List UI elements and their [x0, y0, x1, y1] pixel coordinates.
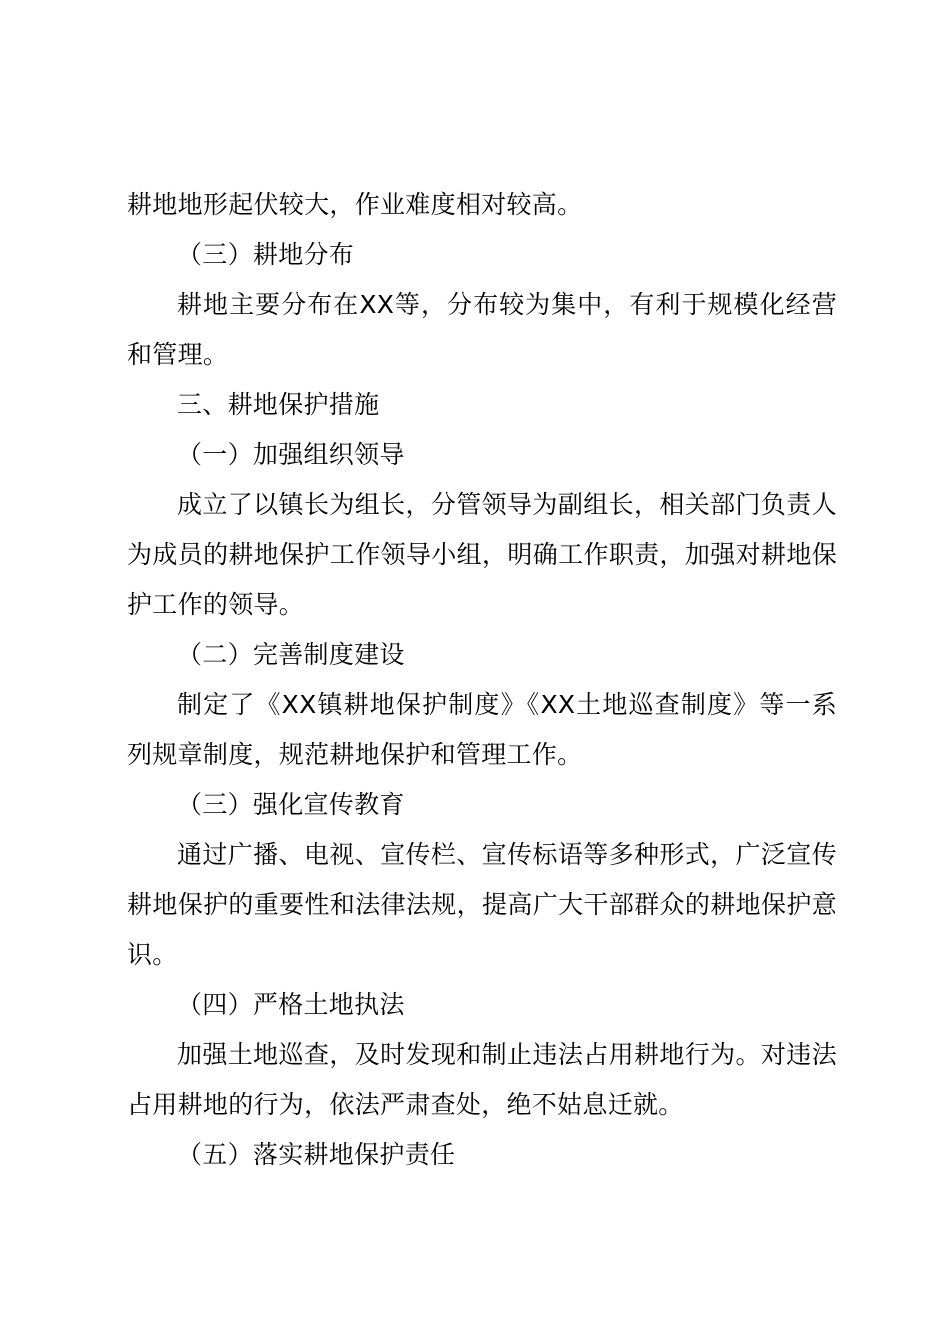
paragraph-leadership: 成立了以镇长为组长，分管领导为副组长，相关部门负责人为成员的耕地保护工作领导小组，明确工作职责，加强对耕地保护工作的领导。 — [127, 490, 837, 619]
paragraph-enforcement: 加强土地巡查，及时发现和制止违法占用耕地行为。对违法占用耕地的行为，依法严肃查处，绝不姑息迁就。 — [127, 1040, 837, 1119]
document-body — [127, 180, 837, 1180]
section-heading-measures: 三、耕地保护措施 — [177, 390, 380, 419]
subheading-publicity: （三）强化宣传教育 — [177, 790, 405, 819]
subheading-distribution: （三）耕地分布 — [177, 240, 355, 269]
subheading-enforcement: （四）严格土地执法 — [177, 990, 405, 1019]
subheading-leadership: （一）加强组织领导 — [177, 440, 405, 469]
paragraph-continuation: 耕地地形起伏较大，作业难度相对较高。 — [127, 190, 583, 219]
paragraph-distribution: 耕地主要分布在XX等，分布较为集中，有利于规模化经营和管理。 — [127, 290, 837, 369]
subheading-responsibility: （五）落实耕地保护责任 — [177, 1140, 456, 1169]
paragraph-publicity: 通过广播、电视、宣传栏、宣传标语等多种形式，广泛宣传耕地保护的重要性和法律法规，提高广大干部群众的耕地保护意识。 — [127, 840, 837, 969]
subheading-system: （二）完善制度建设 — [177, 640, 405, 669]
paragraph-system: 制定了《XX镇耕地保护制度》《XX土地巡查制度》等一系列规章制度，规范耕地保护和管理工作。 — [127, 690, 837, 769]
